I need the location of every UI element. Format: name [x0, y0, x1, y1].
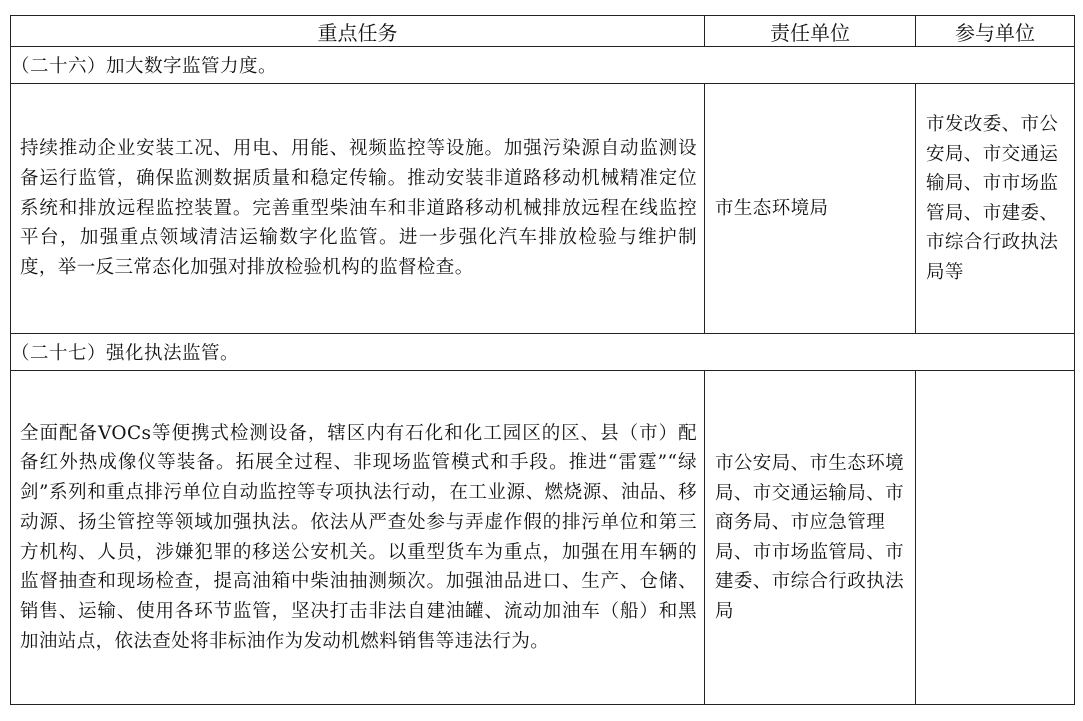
task-row [11, 84, 1075, 334]
header-participating: 参与单位 [916, 16, 1075, 47]
task-description: 持续推动企业安装工况、用电、用能、视频监控等设施。加强污染源自动监测设备运行监管，确保监测数据质量和稳定传输。推动安装非道路移动机械精准定位系统和排放远程监控装置。完善重型柴油车和非道路移动机械排放远程在线监控平台，加强重点领域清洁运输数字化监管。进一步强化汽车排放检验与维护制度，举一反三常态化加强对排放检验机构的监督检查。 [11, 84, 705, 334]
responsible-unit: 市生态环境局 [705, 84, 916, 334]
responsible-unit: 市公安局、市生态环境局、市交通运输局、市商务局、市应急管理局、市市场监管局、市建委、市综合行政执法局 [705, 371, 916, 705]
header-row [11, 16, 1075, 47]
participating-units: 市发改委、市公安局、市交通运输局、市市场监管局、市建委、市综合行政执法局等 [916, 84, 1075, 334]
section-title-row [11, 47, 1075, 84]
header-responsible: 责任单位 [705, 16, 916, 47]
section-title: （二十六）加大数字监管力度。 [11, 47, 1075, 84]
section-title: （二十七）强化执法监管。 [11, 334, 1075, 371]
participating-units [916, 371, 1075, 705]
task-description: 全面配备VOCs等便携式检测设备，辖区内有石化和化工园区的区、县（市）配备红外热成像仪等装备。拓展全过程、非现场监管模式和手段。推进“雷霆”“绿剑”系列和重点排污单位自动监控等专项执法行动，在工业源、燃烧源、油品、移动源、扬尘管控等领域加强执法。依法从严查处参与弄虚作假的排污单位和第三方机构、人员，涉嫌犯罪的移送公安机关。以重型货车为重点，加强在用车辆的监督抽查和现场检查，提高油箱中柴油抽测频次。加强油品进口、生产、仓储、销售、运输、使用各环节监管，坚决打击非法自建油罐、流动加油车（船）和黑加油站点，依法查处将非标油作为发动机燃料销售等违法行为。 [11, 371, 705, 705]
task-table [10, 15, 1075, 705]
header-task: 重点任务 [11, 16, 705, 47]
section-title-row [11, 334, 1075, 371]
task-row [11, 371, 1075, 705]
